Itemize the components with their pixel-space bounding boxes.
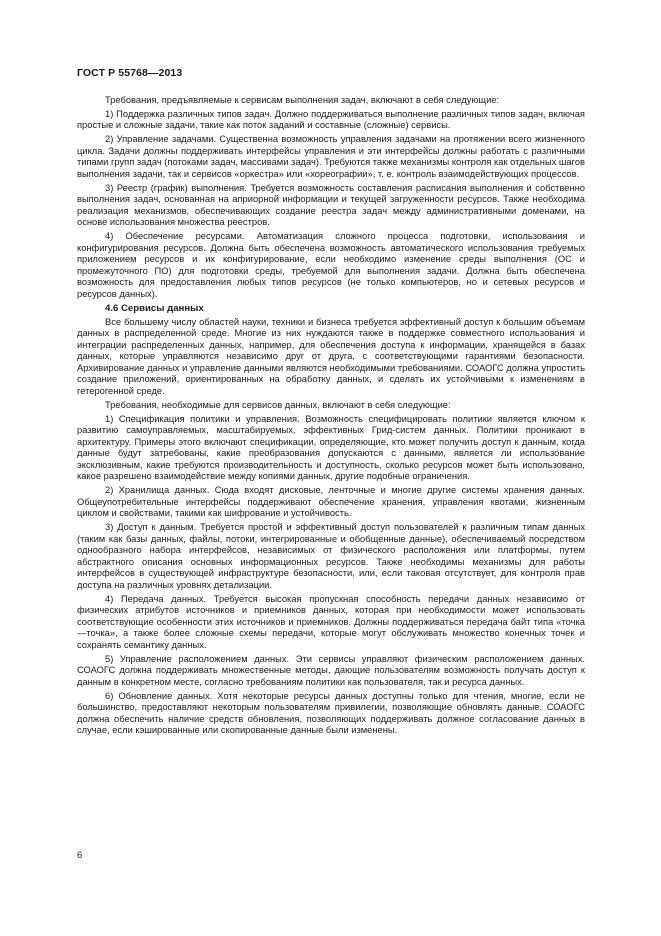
standard-header: ГОСТ Р 55768—2013: [77, 67, 183, 79]
data-item-6: 6) Обновление данных. Хотя некоторые ресурсы данных доступны только для чтения, многие, если не большинство, предоставляют некоторым пользователям привилегии, позволяющие обновлять данные. СОАОГС должна обеспечить наличие средств обновления, позволяющих поддерживать должное согласование данных в случае, если кэшированные или скопированные данные были изменены.: [77, 690, 585, 736]
data-services-intro: Все большему числу областей науки, техники и бизнеса требуется эффективный доступ к большим объемам данных в распределенной среде. Многие из них нуждаются также в поддержке совместного использования и интеграции распределенных данных, например, для обеспечения доступа к информации, хранящейся в базах данных, которые управляются независимо друг от друга, с соответствующими гарантиями безопасности. Архивирование данных и управление данными являются необходимыми требованиями. СОАОГС должна упростить создание приложений, ориентированных на обработку данных, и сделать их устойчивыми к изменениям в гетерогенной среде.: [77, 316, 585, 396]
data-item-1: 1) Спецификация политики и управления. Возможность специфицировать политики является ключом к развитию самоуправляемых, масштабируемых, эффективных Грид-систем данных. Политики проникают в архитектуру. Примеры этого включают спецификации, определяющие, кто может получить доступ к данным, когда данные будут затребованы, какие преобразования допускаются с данными, является ли использование эксклюзивным, какие требуются производительность и доступность, сколько ресурсов может быть использовано, какое разрешено взаимодействие между копиями данных, другие подобные ограничения.: [77, 413, 585, 482]
page-number: 6: [77, 850, 83, 861]
section-heading-data-services: 4.6 Сервисы данных: [105, 302, 204, 314]
data-item-5: 5) Управление расположением данных. Эти сервисы управляют физическим расположением данных. СОАОГС должна поддерживать множественные методы, дающие пользователям возможность получать доступ к данным в конкретном месте, согласно требованиям политики как пользователя, так и ресурса данных.: [77, 653, 585, 687]
task-requirements-intro: Требования, предъявляемые к сервисам выполнения задач, включают в себя следующие:: [105, 95, 500, 105]
document-body: [77, 95, 585, 739]
data-item-2: 2) Хранилища данных. Сюда входят дисковые, ленточные и многие другие системы хранения данных. Общеупотребительные интерфейсы поддерживают обеспечение хранения, управления квотами, жизненным циклом и свойствами, такими как шифрование и устойчивость.: [77, 485, 585, 519]
task-item-1: 1) Поддержка различных типов задач. Должно поддерживаться выполнение различных типов задач, включая простые и сложные задачи, такие как поток заданий и составные (сложные) сервисы.: [77, 108, 585, 131]
data-requirements-intro: Требования, необходимые для сервисов данных, включают в себя следующие:: [105, 399, 451, 410]
task-item-3: 3) Реестр (график) выполнения. Требуется возможность составления расписания выполнения и собственно выполнения задач, основанная на априорной информации и текущей загруженности ресурсов. Также необходима реализация механизмов, обеспечивающих создание реестра задач между административными доменами, на основе использования множества реестров.: [77, 182, 585, 228]
data-item-3: 3) Доступ к данным. Требуется простой и эффективный доступ пользователей к различным типам данных (таким как базы данных, файлы, потоки, интегрированные и обобщенные данные), обеспечиваемый посредством однообразного набора интерфейсов, независимых от физического расположения или платформы, путем абстрактного описания основных информационных ресурсов. Также необходимы механизмы для работы интерфейсов в существующей инфраструктуре безопасности, или, если таковая отсутствует, для контроля прав доступа на различных уровнях детализации.: [77, 522, 585, 590]
task-item-2: 2) Управление задачами. Существенна возможность управления задачами на протяжении всего жизненного цикла. Задачи должны поддерживать интерфейсы управления и эти интерфейсы должны работать с различными типами групп задач (потоками задач, массивами задач). Требуются также механизмы контроля как отдельных шагов выполнения задачи, так и сервисов «оркестра» или «хореографии», т. е. контроль взаимодействующих процессов.: [77, 134, 585, 179]
task-item-4: 4) Обеспечение ресурсами. Автоматизация сложного процесса подготовки, использования и конфигурирования ресурсов. Должна быть обеспечена возможность автоматического использования требуемых приложением ресурсов и их конфигурирование, если необходимо изменение среды выполнения (ОС и промежуточного ПО) для подготовки среды, требуемой для выполнения задачи. Должна быть обеспечена возможность для предоставления любых типов ресурсов (не только компьютеров, но и сетевых ресурсов и ресурсов данных).: [77, 231, 585, 299]
data-item-4: 4) Передача данных. Требуется высокая пропускная способность передачи данных независимо от физических атрибутов источников и приемников данных, которая при необходимости может использовать соответствующие особенности этих источников и приемников. Должны поддерживаться передача байт типа «точка—точка», а также более сложные схемы передачи, которые могут обслуживать множество конечных точек и сохранять семантику данных.: [77, 593, 585, 650]
